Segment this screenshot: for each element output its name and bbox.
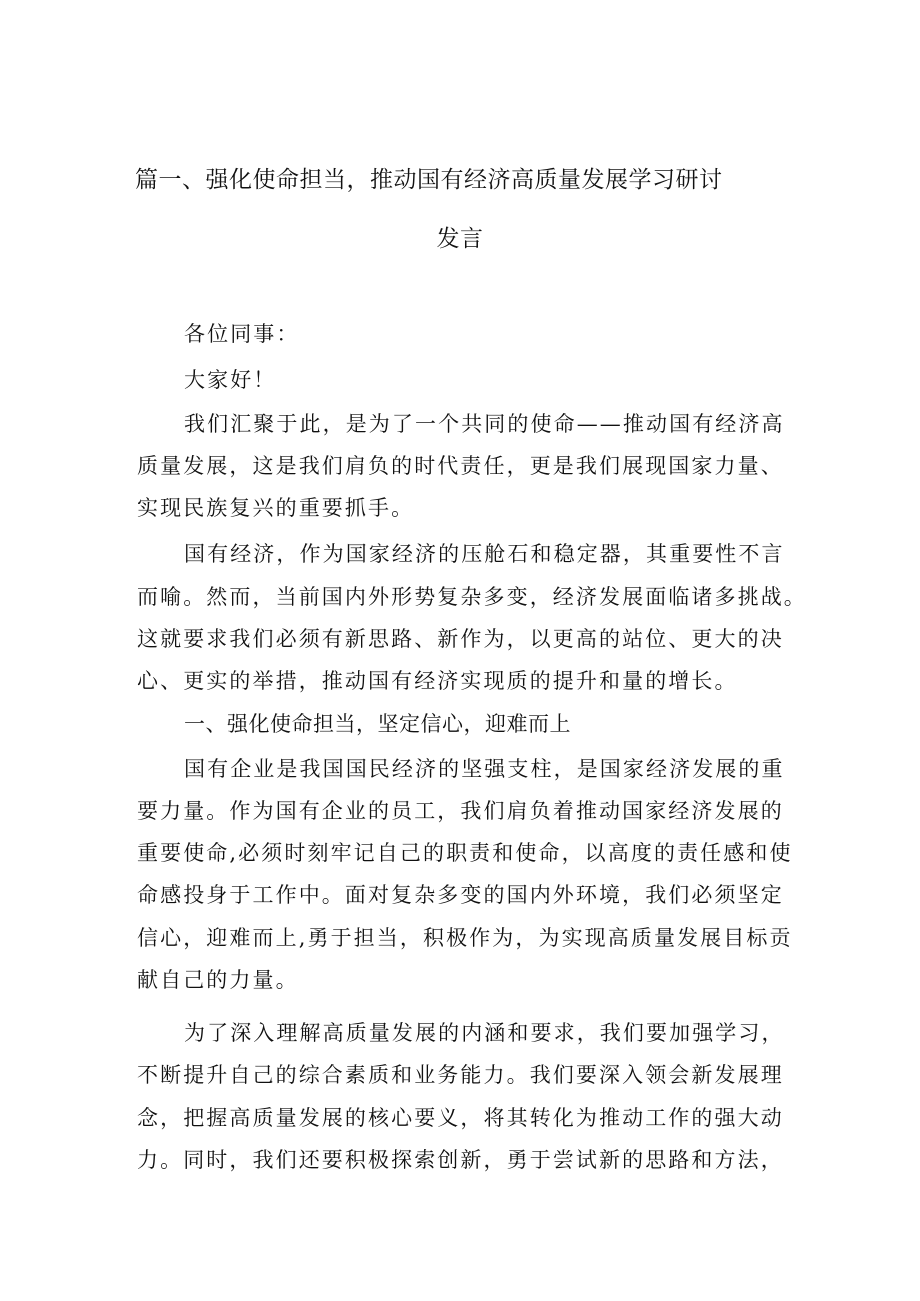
paragraph-4-line: 力。同时，我们还要积极探索创新，勇于尝试新的思路和方法， xyxy=(137,1148,784,1172)
paragraph-3-line: 信心，迎难而上,勇于担当，积极作为，为实现高质量发展目标贡 xyxy=(137,926,793,950)
paragraph-4-line: 为了深入理解高质量发展的内涵和要求，我们要加强学习， xyxy=(184,1021,785,1045)
greeting-salutation: 各位同事： xyxy=(184,322,300,346)
paragraph-3-line: 国有企业是我国国民经济的坚强支柱，是国家经济发展的重 xyxy=(184,757,785,781)
paragraph-4-line: 不断提升自己的综合素质和业务能力。我们要深入领会新发展理 xyxy=(137,1063,784,1087)
paragraph-1-line: 我们汇聚于此，是为了一个共同的使命——推动国有经济高 xyxy=(184,412,785,436)
greeting-hello: 大家好！ xyxy=(184,368,277,392)
paragraph-2-line: 心、更实的举措，推动国有经济实现质的提升和量的增长。 xyxy=(137,669,738,693)
paragraph-3-line: 要力量。作为国有企业的员工，我们肩负着推动国家经济发展的 xyxy=(137,799,784,823)
paragraph-4-line: 念，把握高质量发展的核心要义，将其转化为推动工作的强大动 xyxy=(137,1106,784,1130)
paragraph-2-line: 这就要求我们必须有新思路、新作为，以更高的站位、更大的决 xyxy=(137,627,784,651)
paragraph-2-line: 而喻。然而，当前国内外形势复杂多变，经济发展面临诸多挑战。 xyxy=(137,585,807,609)
paragraph-3-line: 重要使命,必须时刻牢记自己的职责和使命，以高度的责任感和使 xyxy=(137,841,793,865)
document-title-line-2: 发言 xyxy=(436,226,484,252)
section-1-heading: 一、强化使命担当，坚定信心，迎难而上 xyxy=(184,712,571,736)
paragraph-1-line: 实现民族复兴的重要抓手。 xyxy=(137,496,415,520)
paragraph-3-line: 献自己的力量。 xyxy=(137,968,299,992)
paragraph-2-line: 国有经济，作为国家经济的压舱石和稳定器，其重要性不言 xyxy=(184,542,785,566)
document-title-line-1: 篇一、强化使命担当，推动国有经济高质量发展学习研讨 xyxy=(135,167,723,193)
paragraph-3-line: 命感投身于工作中。面对复杂多变的国内外环境，我们必须坚定 xyxy=(137,883,784,907)
paragraph-1-line: 质量发展，这是我们肩负的时代责任，更是我们展现国家力量、 xyxy=(137,454,784,478)
